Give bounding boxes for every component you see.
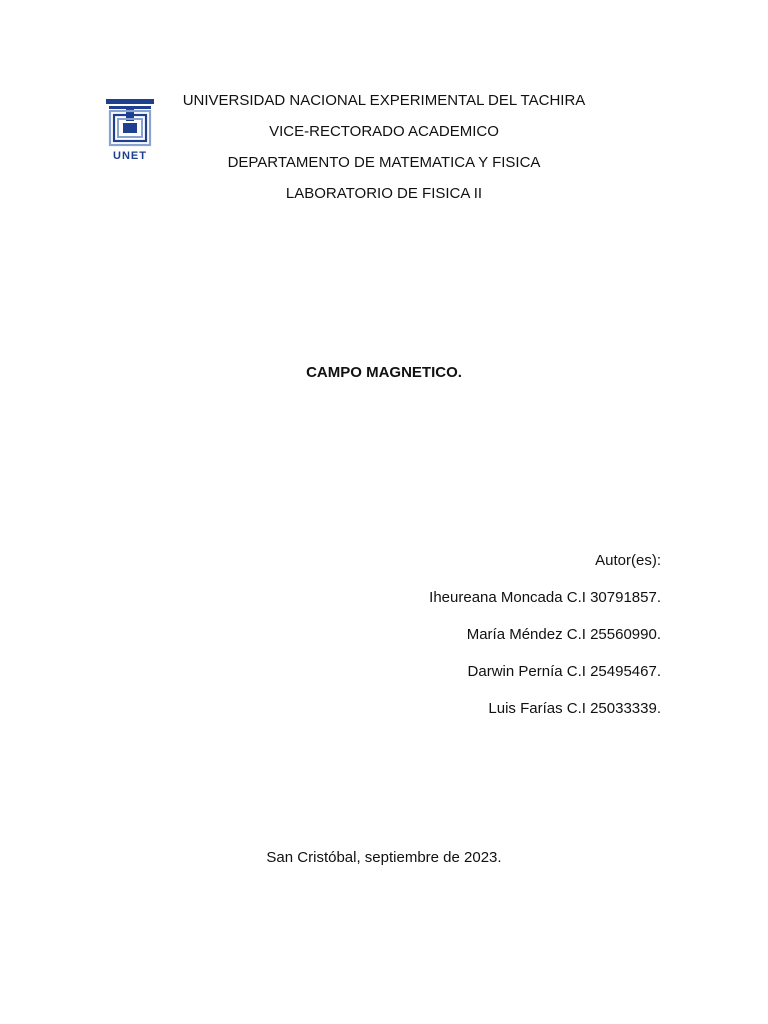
author-name: Darwin Pernía C.I 25495467. xyxy=(467,663,661,680)
vice-rectorate: VICE-RECTORADO ACADEMICO xyxy=(269,123,499,140)
department-name: DEPARTAMENTO DE MATEMATICA Y FISICA xyxy=(227,154,541,171)
authors-label: Autor(es): xyxy=(595,552,661,569)
institution-header xyxy=(150,90,618,214)
author-name: Luis Farías C.I 25033339. xyxy=(488,700,661,717)
unet-logo xyxy=(104,97,156,163)
university-name: UNIVERSIDAD NACIONAL EXPERIMENTAL DEL TACHIRA xyxy=(182,92,586,109)
authors-block xyxy=(241,550,661,735)
laboratory-name: LABORATORIO DE FISICA II xyxy=(285,185,483,202)
logo-lettering: UNET xyxy=(113,150,147,162)
document-title: CAMPO MAGNETICO. xyxy=(306,364,462,381)
author-name: Iheureana Moncada C.I 30791857. xyxy=(429,589,661,606)
place-and-date: San Cristóbal, septiembre de 2023. xyxy=(266,849,502,866)
author-name: María Méndez C.I 25560990. xyxy=(466,626,661,643)
